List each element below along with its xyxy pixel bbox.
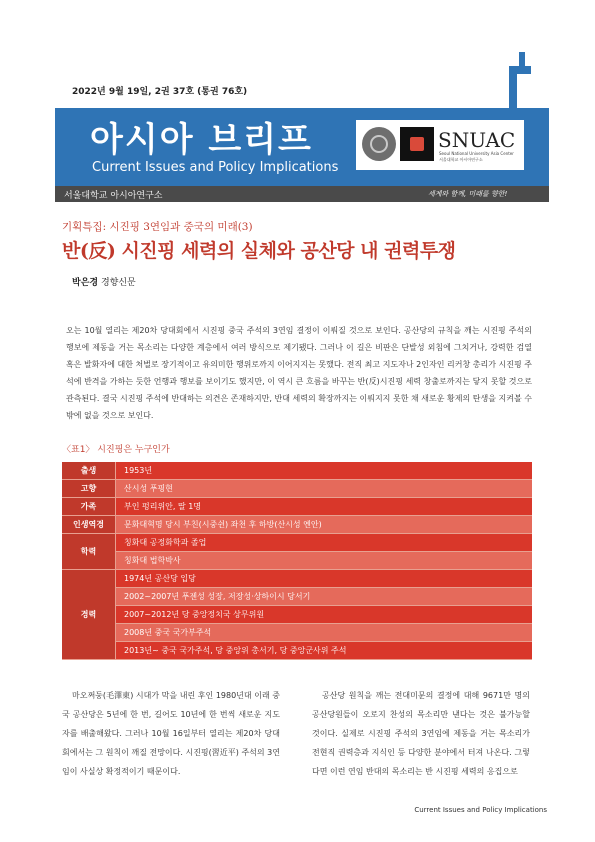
table-row [62, 498, 532, 516]
table-row [62, 552, 532, 570]
snuac-logo-subtitle-en: Seoul National University Asia Center [439, 151, 514, 156]
table-row [62, 606, 532, 624]
table-caption: 〈표1〉 시진핑은 누구인가 [62, 445, 170, 455]
row-value: 2013년~ 중국 국가주석, 당 중앙위 총서기, 당 중앙군사위 주석 [116, 642, 533, 660]
slogan: 세계와 함께, 미래를 향한! [428, 190, 508, 198]
snuac-logo-text: SNUAC [438, 128, 516, 152]
publication-title: 아시아 브리프 [90, 120, 313, 160]
row-value: 칭화대 법학박사 [116, 552, 533, 570]
page-footer: Current Issues and Policy Implications [414, 806, 547, 814]
row-label: 고향 [62, 480, 116, 498]
row-label: 경력 [62, 570, 116, 660]
publication-subtitle: Current Issues and Policy Implications [92, 160, 339, 175]
table-row [62, 516, 532, 534]
body-column-left [62, 686, 280, 781]
row-value: 부인 펑리위안, 딸 1명 [116, 498, 533, 516]
row-label: 가족 [62, 498, 116, 516]
series-title: 기획특집: 시진핑 3연임과 중국의 미래(3) [62, 221, 253, 233]
row-label: 출생 [62, 462, 116, 480]
profile-table [62, 462, 532, 660]
table-row [62, 534, 532, 552]
table-row [62, 642, 532, 660]
author-affiliation: 경향신문 [100, 278, 136, 288]
snuac-logo-subtitle-ko: 서울대학교 아시아연구소 [439, 157, 483, 162]
body-paragraph: 공산당 원칙을 깨는 전대미문의 결정에 대해 9671만 명의 공산당원들이 오로지 찬성의 목소리만 낸다는 것은 불가능할 것이다. 실제로 시진핑 주석의 3연임에 제동을 거는 목소리가 전현직 권력층과 지식인 등 다양한 분야에서 터져 나온다. 그렇다면 이런 연임 반대의 목소리는 반 시진핑 세력의 응집으로 [312, 691, 530, 776]
row-label: 학력 [62, 534, 116, 570]
snuac-emblem-icon [410, 137, 424, 151]
row-label: 인생역경 [62, 516, 116, 534]
article-headline: 반(反) 시진핑 세력의 실체와 공산당 내 권력투쟁 [62, 240, 456, 262]
institute-name: 서울대학교 아시아연구소 [64, 191, 163, 201]
row-value: 1953년 [116, 462, 533, 480]
abstract: 오는 10월 열리는 제20차 당대회에서 시진핑 중국 주석의 3연임 결정이 이뤄질 것으로 보인다. 공산당의 규칙을 깨는 시진핑 주석의 행보에 제동을 거는 목소리는 다양한 계층에서 여러 방식으로 제기됐다. 그러나 이 길은 비판은 단발성 외침에 그치거나, 강력한 검열 혹은 발화자에 대한 처벌로 장기적이고 유의미한 행위로까지 이어지지는 못했다. 전직 최고 지도자나 2인자인 리커창 총리가 시진핑 주석에 반격을 가하는 듯한 언행과 행보를 보이기도 했지만, 이 역시 큰 흐름을 바꾸는 반(反)시진핑 세력 창출로까지는 닿지 못할 것으로 관측된다. 결국 시진핑 주석에 반대하는 의견은 존재하지만, 반대 세력의 확장까지는 이뤄지지 못한 채 새로운 황제의 탄생을 지켜볼 수밖에 없을 것으로 보인다. [66, 326, 532, 420]
row-value: 2007~2012년 당 중앙정치국 상무위원 [116, 606, 533, 624]
row-value: 문화대혁명 당시 부친(시중쉰) 좌천 후 하방(산시성 옌안) [116, 516, 533, 534]
snu-seal-icon [370, 135, 388, 153]
author-name: 박은경 [72, 278, 99, 288]
row-value: 칭화대 공정화학과 졸업 [116, 534, 533, 552]
table-row [62, 570, 532, 588]
row-value: 1974년 공산당 입당 [116, 570, 533, 588]
table-row [62, 462, 532, 480]
row-value: 산시성 푸핑현 [116, 480, 533, 498]
table-row [62, 480, 532, 498]
body-paragraph: 마오쩌둥(毛澤東) 시대가 막을 내린 후인 1980년대 이래 중국 공산당은 5년에 한 번, 길어도 10년에 한 번씩 새로운 지도자를 배출해왔다. 그러나 10월 16일부터 열리는 제20차 당대회에서는 그 원칙이 깨질 전망이다. 시진핑(習近平) 주석의 3연임이 사실상 확정적이기 때문이다. [62, 691, 280, 776]
table-row [62, 588, 532, 606]
issue-date: 2022년 9월 19일, 2권 37호 (통권 76호) [72, 87, 248, 97]
table-row [62, 624, 532, 642]
body-column-right [312, 686, 530, 781]
row-value: 2008년 중국 국가부주석 [116, 624, 533, 642]
row-value: 2002~2007년 푸젠성 성장, 저장성·상하이시 당서기 [116, 588, 533, 606]
author-line [72, 275, 136, 288]
